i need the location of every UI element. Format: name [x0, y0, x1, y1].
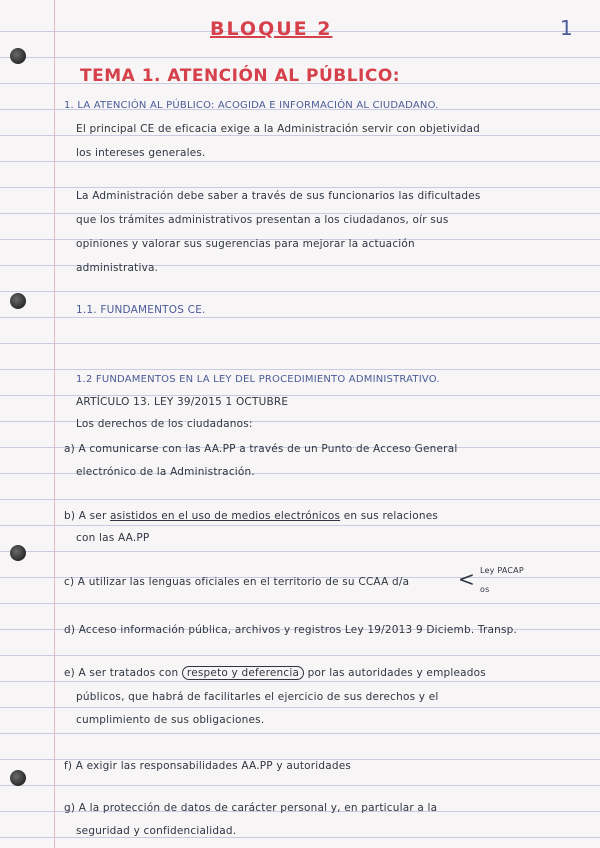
section-1-1-heading: 1.1. FUNDAMENTOS CE. — [76, 304, 206, 316]
right-c-main: c) A utilizar las lenguas oficiales en el territorio de su CCAA d/a — [64, 576, 410, 588]
section-1-heading: 1. LA ATENCIÓN AL PÚBLICO: ACOGIDA E INFORMACIÓN AL CIUDADANO. — [64, 100, 439, 111]
right-e-line2: públicos, que habrá de facilitarles el ejercicio de sus derechos y el — [76, 691, 439, 703]
right-f: f) A exigir las responsabilidades AA.PP y autoridades — [64, 760, 352, 772]
tema-title: TEMA 1. ATENCIÓN AL PÚBLICO: — [80, 66, 401, 86]
rights-intro: Los derechos de los ciudadanos: — [76, 418, 253, 430]
margin-line — [54, 0, 55, 848]
right-b-suffix: en sus relaciones — [343, 510, 439, 522]
section-1-2-heading: 1.2 FUNDAMENTOS EN LA LEY DEL PROCEDIMIENTO ADMINISTRATIVO. — [76, 374, 440, 385]
right-a-line: a) A comunicarse con las AA.PP a través de un Punto de Acceso General — [64, 443, 458, 455]
binder-hole — [10, 293, 26, 309]
paragraph-line: La Administración debe saber a través de sus funcionarios las dificultades — [76, 190, 481, 202]
right-e-circled: respeto y deferencia — [182, 666, 304, 680]
right-a-line: electrónico de la Administración. — [76, 466, 255, 478]
right-b-line — [64, 510, 438, 522]
right-b-underlined: asistidos en el uso de medios electrónicos — [110, 510, 341, 522]
right-c-lower: os — [480, 585, 490, 594]
right-c-symbol: < — [458, 567, 475, 591]
right-d: d) Acceso información pública, archivos y registros Ley 19/2013 9 Diciemb. Transp. — [64, 624, 518, 636]
right-e-suffix: por las autoridades y empleados — [307, 667, 486, 679]
right-b-line2: con las AA.PP — [76, 532, 150, 544]
paragraph-line: administrativa. — [76, 262, 159, 274]
paragraph-line: los intereses generales. — [76, 147, 206, 159]
bloque-title: BLOQUE 2 — [210, 18, 333, 40]
right-g-line: seguridad y confidencialidad. — [76, 825, 237, 837]
paragraph-line: que los trámites administrativos presentan a los ciudadanos, oír sus — [76, 214, 449, 226]
binder-hole — [10, 770, 26, 786]
right-e-line — [64, 667, 486, 679]
right-c-upper: Ley PACAP — [480, 566, 524, 575]
right-b-prefix: b) A ser — [64, 510, 107, 522]
right-e-line3: cumplimiento de sus obligaciones. — [76, 714, 265, 726]
article-reference: ARTÍCULO 13. LEY 39/2015 1 OCTUBRE — [76, 396, 289, 408]
paragraph-line: opiniones y valorar sus sugerencias para mejorar la actuación — [76, 238, 415, 250]
page-number: 1 — [560, 16, 573, 40]
right-e-prefix: e) A ser tratados con — [64, 667, 179, 679]
paragraph-line: El principal CE de eficacia exige a la Administración servir con objetividad — [76, 123, 480, 135]
binder-hole — [10, 48, 26, 64]
right-g-line: g) A la protección de datos de carácter personal y, en particular a la — [64, 802, 438, 814]
binder-hole — [10, 545, 26, 561]
